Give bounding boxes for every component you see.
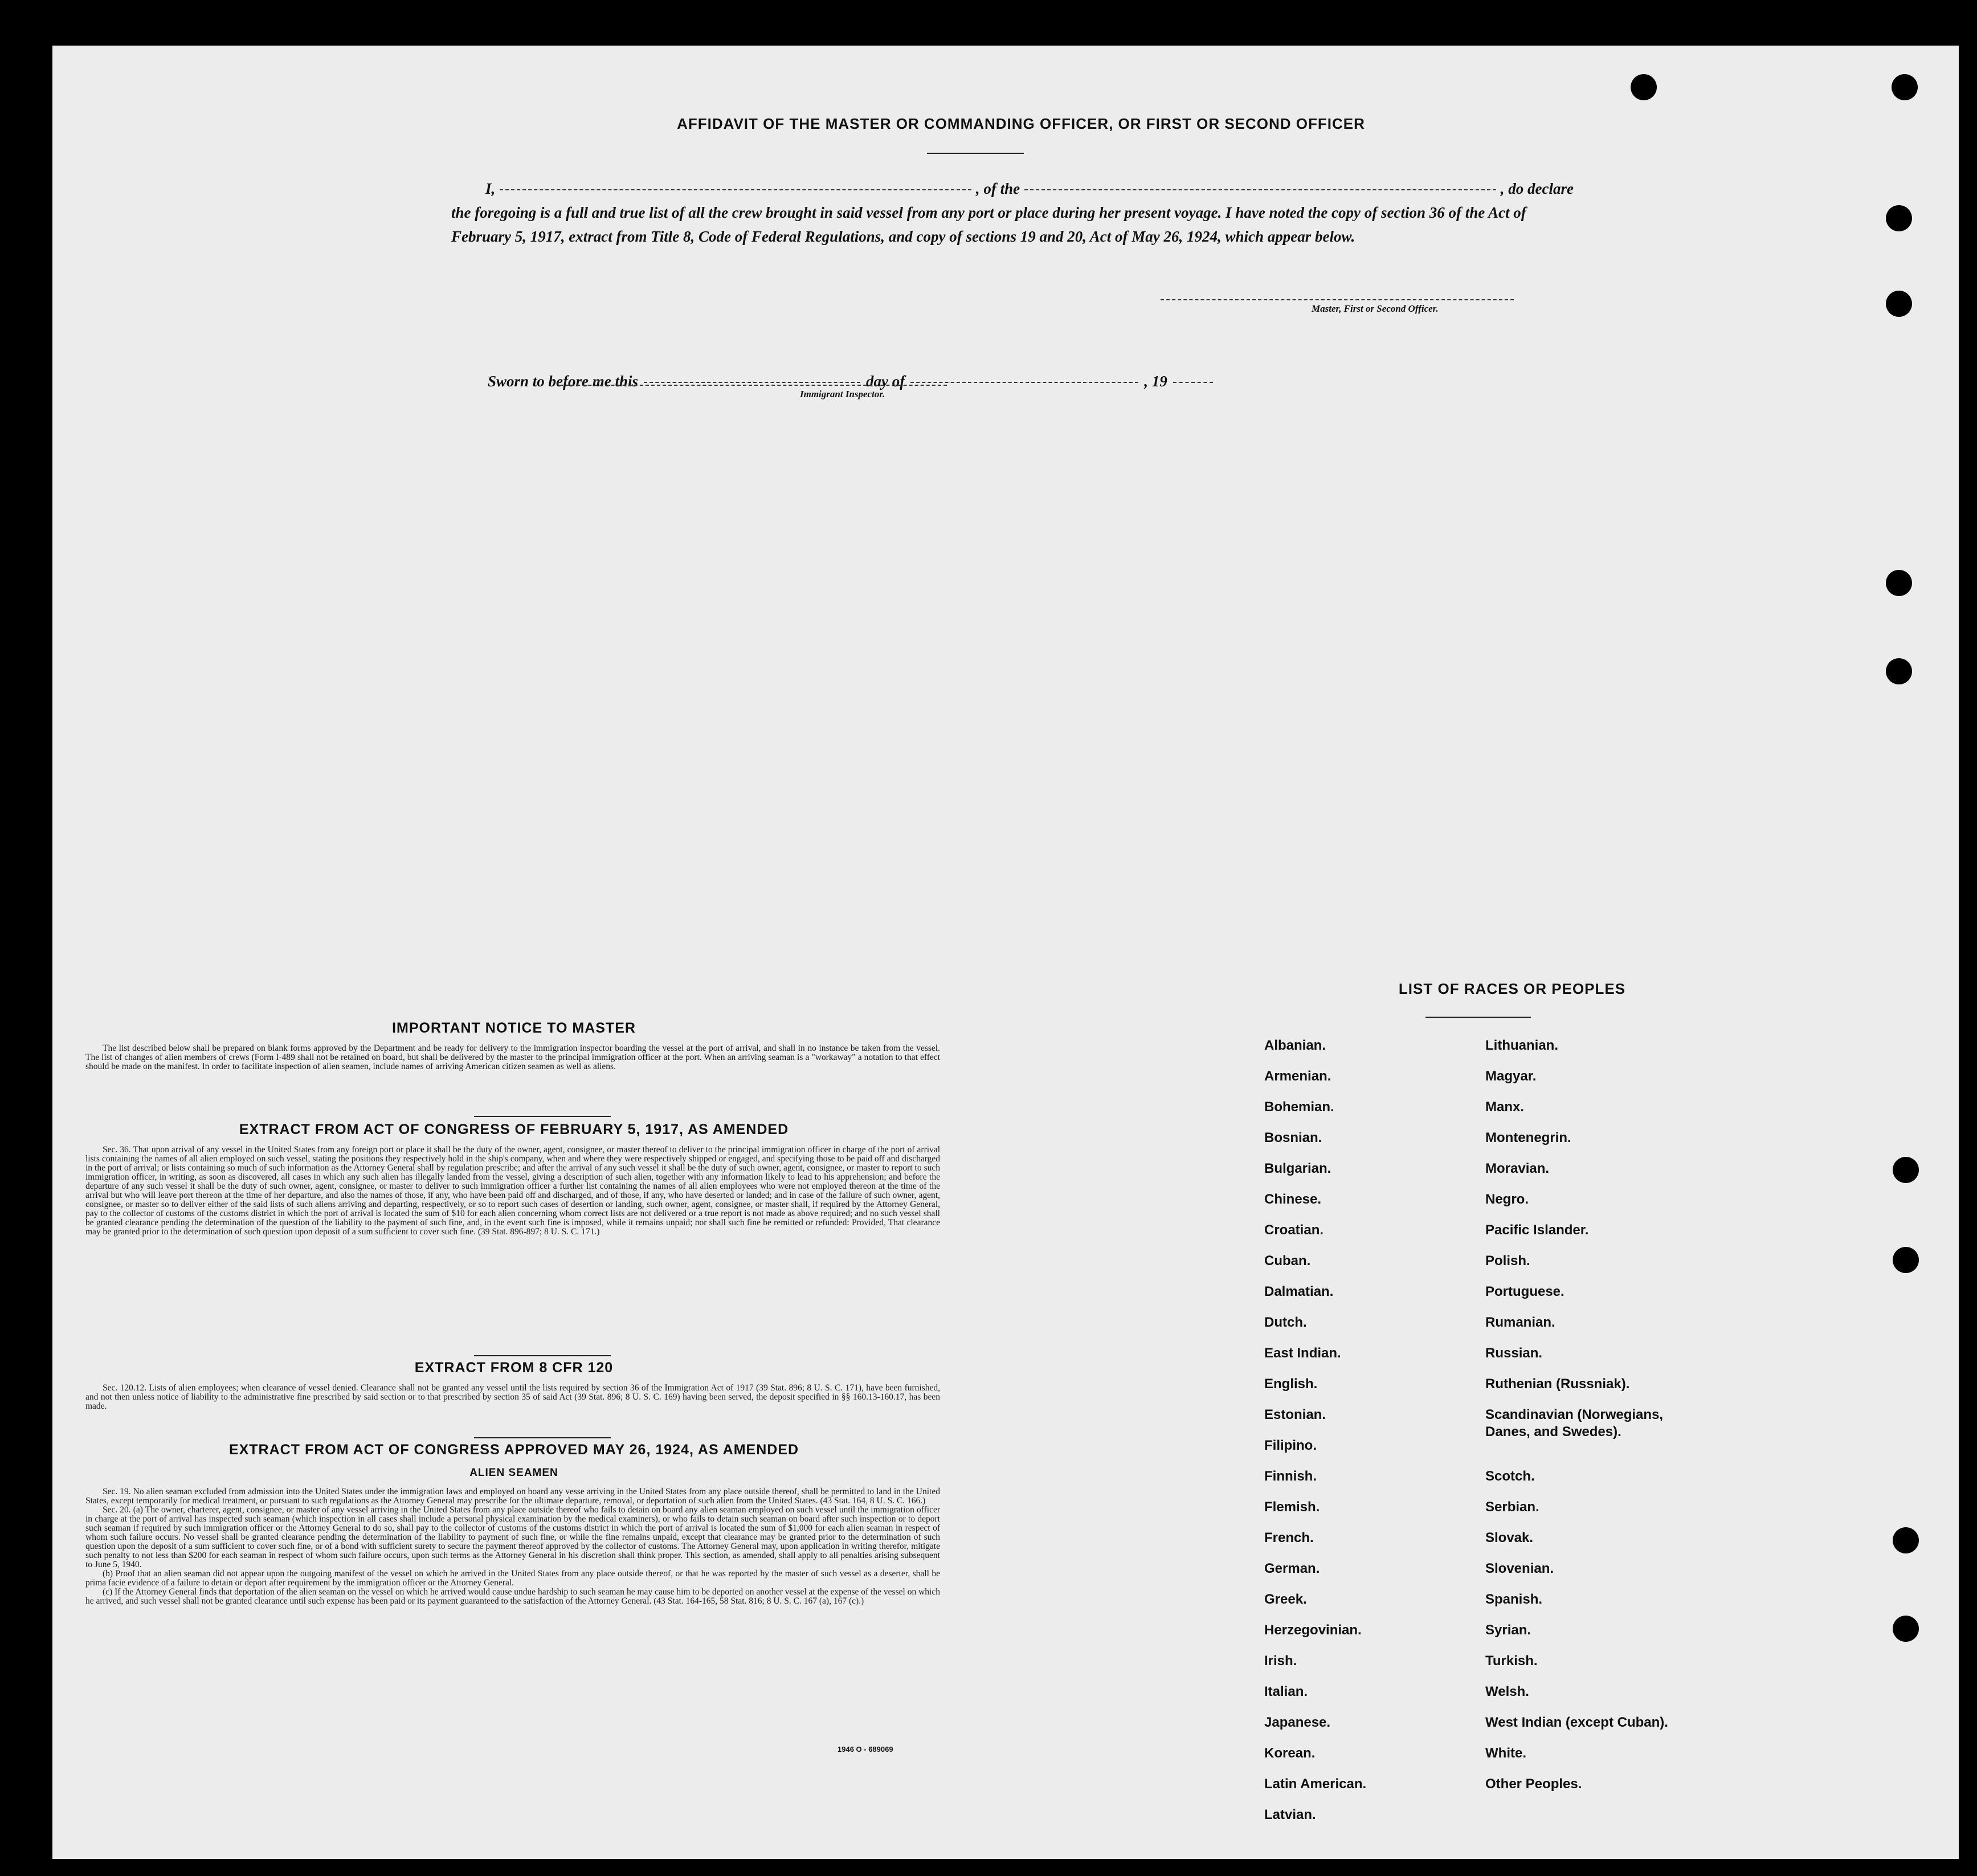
race-item: Italian.: [1264, 1684, 1308, 1699]
race-item: Irish.: [1264, 1653, 1297, 1669]
race-item: Polish.: [1485, 1253, 1530, 1269]
race-item: Dalmatian.: [1264, 1284, 1334, 1299]
race-item: Croatian.: [1264, 1222, 1324, 1238]
race-item: Lithuanian.: [1485, 1038, 1558, 1053]
of-the-label: , of the: [975, 180, 1020, 197]
race-item: Welsh.: [1485, 1684, 1529, 1699]
race-item: Latin American.: [1264, 1776, 1367, 1792]
race-item: Finnish.: [1264, 1469, 1317, 1484]
punch-hole: [1893, 1157, 1919, 1183]
section-rule: [474, 1116, 611, 1117]
affidavit-title: AFFIDAVIT OF THE MASTER OR COMMANDING OFFICER, OR FIRST OR SECOND OFFICER: [677, 115, 1365, 132]
print-code: 1946 O - 689069: [838, 1745, 893, 1753]
race-item: Bosnian.: [1264, 1130, 1322, 1145]
punch-hole: [1893, 1247, 1919, 1273]
race-item: [1485, 1437, 1668, 1468]
race-item: Ruthenian (Russniak).: [1485, 1376, 1630, 1392]
race-item: Dutch.: [1264, 1315, 1307, 1330]
race-item: Russian.: [1485, 1345, 1543, 1361]
vessel-blank[interactable]: [1024, 189, 1496, 190]
declarant-line: [451, 177, 1574, 201]
sworn-label: Sworn to before me this: [488, 373, 639, 390]
sworn-year-blank[interactable]: [1173, 382, 1213, 383]
affidavit-body: [451, 177, 1574, 248]
section-20a-paragraph: Sec. 20. (a) The owner, charterer, agent, consignee, or master of any vessel arriving in the United States from any place outside thereof who fails to detain on board any alien seaman employed on such vessel until the immigration officer in charge at the port of arrival has inspected such seaman (which inspection in all cases shall include a personal physical examination by the medical examiners), or who fails to detain such seaman on board after such inspection or to deport such seaman if required by such immigration officer or the Attorney General to do so, shall pay to the collector of customs of the customs district in which the port of arrival is located the sum of $1,000 for each alien seaman in respect of whom such failure occurs. No vessel shall be granted clearance pending the determination of the liability to payment of such fine, or while the fine remains unpaid, except that clearance may be granted prior to the determination of such question upon the deposit of a sum sufficient to cover such fine, or of a bond with sufficient surety to secure the payment thereof approved by the collector of customs. The Attorney General may, upon application in writing therefor, mitigate such penalty to not less than $200 for each seaman in respect of whom such failure occurs, upon such terms as the Attorney General in his discretion shall think proper. This section, as amended, shall apply to all penalties arising subsequent to June 5, 1940.: [85, 1505, 940, 1569]
do-declare-label: , do declare: [1500, 180, 1574, 197]
section-rule: [474, 1437, 611, 1438]
notice-title: IMPORTANT NOTICE TO MASTER: [392, 1020, 636, 1036]
section-rule: [474, 1355, 611, 1356]
race-item: Other Peoples.: [1485, 1776, 1582, 1792]
notice-text: [85, 1044, 940, 1071]
sworn-month-blank[interactable]: [910, 382, 1138, 383]
section-36-paragraph: Sec. 36. That upon arrival of any vessel in the United States from any foreign port or place it shall be the duty of the owner, agent, consignee, or master thereof to deliver to the principal immigration officer in charge of the port of arrival lists containing the names of all alien employed on such vessel, stating the positions they respectively hold in the ship's company, when and where they were respectively shipped or engaged, and specifying those to be paid off and discharged in the port of arrival; or lists containing so much of such information as the Attorney General shall by regulation prescribe; and after the arrival of any such vessel it shall be the duty of such owner, agent, consignee, or master to report to such immigration officer, in writing, as soon as discovered, all cases in which any such alien has illegally landed from the vessel, giving a description of such alien, together with any information likely to lead to his apprehension; and before the departure of any such vessel it shall be the duty of such owner, agent, consignee, or master to deliver to such immigration officer a further list containing the names of all alien employees who were not employed thereon at the time of the arrival but who will leave port thereon at the time of her departure, and also the names of those, if any, who have been paid off and discharged, and of those, if any, who have deserted or landed; and in case of the failure of such owner, agent, consignee, or master so to deliver either of the said lists of such aliens arriving and departing, respectively, or so to report such cases of desertion or landing, such owner, agent, consignee, or master shall, if required by the Attorney General, pay to the collector of customs of the customs district in which the port of arrival is located the sum of $10 for each alien concerning whom correct lists are not delivered or a true report is not made as above required; and no such vessel shall be granted clearance pending the determination of the question of the liability to the payment of such fine, and, in the event such fine is imposed, while it remains unpaid; nor shall such fine be remitted or refunded: Provided, That clearance may be granted prior to the determination of such question upon deposit of a sum sufficient to cover such fine. (39 Stat. 896-897; 8 U. S. C. 171.): [85, 1145, 940, 1237]
notice-paragraph: The list described below shall be prepared on blank forms approved by the Department and be ready for delivery to the immigration inspector boarding the vessel at the port of arrival, and shall in no instance be taken from the vessel. The list of changes of alien members of crews (Form I-489 shall not be retained on board, but shall be delivered by the master to the principal immigration officer at the port. When an arriving seaman is a "workaway" a notation to that effect should be made on the manifest. In order to facilitate inspection of alien seamen, include names of arriving American citizen seamen as well as aliens.: [85, 1043, 940, 1071]
race-item: Spanish.: [1485, 1592, 1543, 1607]
form-page: [52, 46, 1959, 1859]
section-20c-paragraph: (c) If the Attorney General finds that deportation of the alien seaman on the vessel on which he arrived would cause undue hardship to such seaman he may cause him to be deported on another vessel at the expense of the vessel on which he arrived, and such vessel shall not be granted clearance until such expense has been paid or its payment guaranteed to the satisfaction of the Attorney General. (43 Stat. 164-165, 58 Stat. 816; 8 U. S. C. 167 (a), 167 (c).): [85, 1587, 940, 1606]
race-item: Scotch.: [1485, 1469, 1535, 1484]
punch-hole: [1631, 74, 1657, 100]
extract-1917-text: [85, 1145, 940, 1237]
year-label: , 19: [1144, 373, 1167, 390]
race-item: East Indian.: [1264, 1345, 1341, 1361]
race-item: Latvian.: [1264, 1807, 1316, 1822]
section-20b-paragraph: (b) Proof that an alien seaman did not appear upon the outgoing manifest of the vessel on which he arrived in the United States from any place outside thereof, or that he was reported by the master of such vessel as a deserter, shall be prima facie evidence of a failure to detain or deport after requirement by the immigration officer or the Attorney General.: [85, 1569, 940, 1588]
race-item: French.: [1264, 1530, 1314, 1545]
extract-cfr-title: EXTRACT FROM 8 CFR 120: [414, 1360, 614, 1376]
alien-seamen-subtitle: ALIEN SEAMEN: [469, 1467, 558, 1479]
master-signature-line[interactable]: [1161, 299, 1514, 300]
races-title: LIST OF RACES OR PEOPLES: [1398, 980, 1626, 997]
punch-hole: [1886, 291, 1912, 317]
races-rule: [1425, 1017, 1531, 1018]
name-blank[interactable]: [500, 189, 971, 190]
race-item: Pacific Islander.: [1485, 1222, 1589, 1238]
declaration-text: the foregoing is a full and true list of all the crew brought in said vessel from any port or place during her present voyage. I have noted the copy of section 36 of the Act of February 5, 1917, extract from Title 8, Code of Federal Regulations, and copy of sections 19 and 20, Act of May 26, 1924, which appear below.: [451, 204, 1526, 245]
extract-1924-title: EXTRACT FROM ACT OF CONGRESS APPROVED MAY 26, 1924, AS AMENDED: [228, 1442, 799, 1458]
punch-hole: [1893, 1527, 1919, 1553]
races-column-left: [1264, 1037, 1366, 1837]
punch-hole: [1886, 658, 1912, 684]
race-item: Armenian.: [1264, 1068, 1331, 1084]
race-item: Korean.: [1264, 1746, 1316, 1761]
i-label: I,: [485, 180, 496, 197]
master-caption: Master, First or Second Officer.: [1312, 303, 1439, 314]
race-item: Montenegrin.: [1485, 1130, 1571, 1145]
race-item: English.: [1264, 1376, 1318, 1392]
race-item: Slovenian.: [1485, 1561, 1554, 1576]
race-item: Slovak.: [1485, 1530, 1534, 1545]
race-item: Herzegovinian.: [1264, 1622, 1362, 1638]
race-item: Estonian.: [1264, 1407, 1326, 1422]
extract-cfr-text: [85, 1384, 940, 1411]
race-item: Filipino.: [1264, 1438, 1317, 1453]
race-item: Bulgarian.: [1264, 1161, 1331, 1176]
race-item: Syrian.: [1485, 1622, 1531, 1638]
section-19-paragraph: Sec. 19. No alien seaman excluded from admission into the United States under the immigration laws and employed on board any vesse arriving in the United States from any place outside thereof, shall be permitted to land in the United States, except temporarily for medical treatment, or pursuant to such regulations as the Attorney General may prescribe for the ultimate departure, removal, or deportation of such alien from the United States. (43 Stat. 164, 8 U. S. C. 166.): [85, 1487, 940, 1506]
race-item: Bohemian.: [1264, 1099, 1334, 1115]
race-item: Turkish.: [1485, 1653, 1538, 1669]
punch-hole: [1886, 205, 1912, 231]
race-item: Flemish.: [1264, 1499, 1320, 1515]
race-item: Cuban.: [1264, 1253, 1311, 1269]
punch-hole: [1892, 74, 1918, 100]
extract-1924-text: [85, 1487, 940, 1606]
races-column-right: [1485, 1037, 1668, 1806]
inspector-caption: Immigrant Inspector.: [800, 389, 885, 399]
inspector-signature-line[interactable]: [559, 385, 947, 386]
race-item: Greek.: [1264, 1592, 1307, 1607]
race-item: Manx.: [1485, 1099, 1525, 1115]
race-item: German.: [1264, 1561, 1320, 1576]
race-item: Rumanian.: [1485, 1315, 1555, 1330]
race-item: Portuguese.: [1485, 1284, 1565, 1299]
race-item: Moravian.: [1485, 1161, 1550, 1176]
race-item: Chinese.: [1264, 1192, 1322, 1207]
race-item: Magyar.: [1485, 1068, 1537, 1084]
race-item: Scandinavian (Norwegians, Danes, and Swedes).: [1485, 1407, 1664, 1439]
sworn-day-blank[interactable]: [644, 382, 860, 383]
race-item: Negro.: [1485, 1192, 1529, 1207]
race-item: Serbian.: [1485, 1499, 1539, 1515]
punch-hole: [1893, 1616, 1919, 1642]
section-120-paragraph: Sec. 120.12. Lists of alien employees; when clearance of vessel denied. Clearance shall not be granted any vessel until the lists required by section 36 of the Immigration Act of 1917 (39 Stat. 896; 8 U. S. C. 171), have been furnished, and not then unless notice of liability to the administrative fine prescribed by said section or to that prescribed by section 35 of said Act (39 Stat. 896; 8 U. S. C. 169) having been served, the deposit specified in §§ 160.13-160.17, has been made.: [85, 1383, 940, 1411]
race-item: White.: [1485, 1746, 1526, 1761]
race-item: West Indian (except Cuban).: [1485, 1715, 1668, 1730]
day-of-label: day of: [866, 373, 905, 390]
race-item: Albanian.: [1264, 1038, 1326, 1053]
race-item: Japanese.: [1264, 1715, 1331, 1730]
title-rule: [927, 153, 1024, 154]
sworn-line: [488, 373, 1285, 390]
punch-hole: [1886, 570, 1912, 596]
extract-1917-title: EXTRACT FROM ACT OF CONGRESS OF FEBRUARY 5, 1917, AS AMENDED: [239, 1121, 789, 1137]
